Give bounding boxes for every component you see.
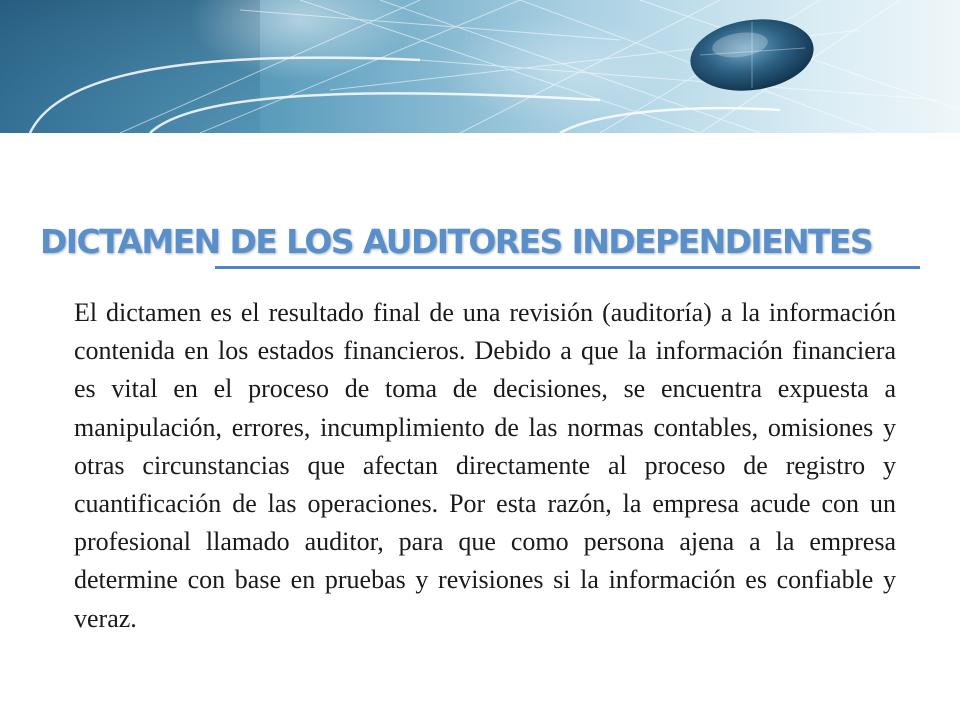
header-banner bbox=[0, 0, 960, 133]
body-paragraph: El dictamen es el resultado final de una revisión (auditoría) a la información contenida en los estados financieros. Debido a que la información financiera es vital en el proceso de toma de decisiones, se encuentra expuesta a manipulación, errores, incumplimiento de las normas contables, omisiones y otras circunstancias que afectan directamente al proceso de registro y cuantificación de las operaciones. Por esta razón, la empresa acude con un profesional llamado auditor, para que como persona ajena a la empresa determine con base en pruebas y revisiones si la información es confiable y veraz. bbox=[74, 298, 896, 633]
banner-graphic bbox=[0, 0, 960, 133]
slide-title: DICTAMEN DE LOS AUDITORES INDEPENDIENTES bbox=[40, 222, 873, 261]
title-underline bbox=[215, 266, 920, 269]
